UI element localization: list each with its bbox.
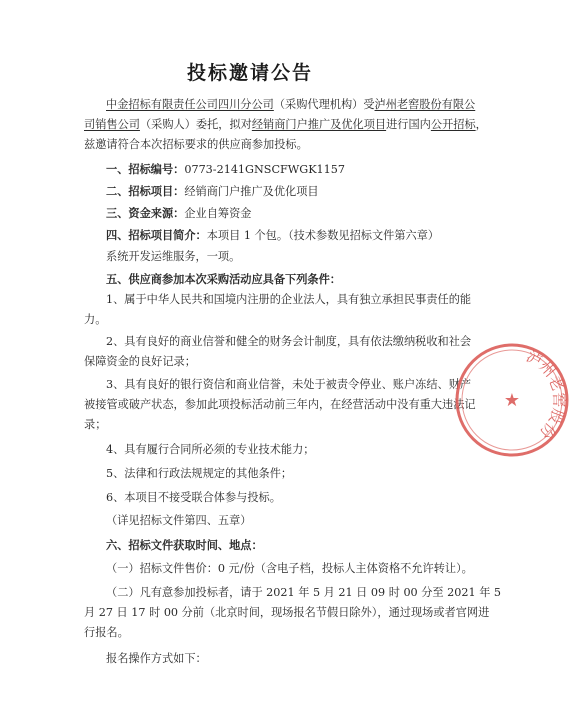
item-label: 四、招标项目简介： <box>106 228 207 242</box>
condition-1-end: 力。 <box>84 313 107 326</box>
condition-5: 5、法律和行政法规规定的其他条件； <box>106 467 293 480</box>
intro-text: （采购代理机构）受 <box>273 98 375 111</box>
registration-time-cont: 月 27 日 17 时 00 分前（北京时间，现场报名节假日除外），通过现场或者官网进 <box>84 606 490 619</box>
intro-text: （采购人）委托，拟对 <box>139 118 252 131</box>
condition-2: 2、具有良好的商业信誉和健全的财务会计制度，具有依法缴纳税收和社会 <box>106 335 472 348</box>
item-bid-number <box>106 162 345 177</box>
condition-3: 3、具有良好的银行资信和商业信誉，未处于被责令停业、账户冻结、财产 <box>106 378 472 391</box>
registration-time-end: 行报名。 <box>84 626 129 639</box>
intro-text: ， <box>475 118 487 131</box>
section-6-heading: 六、招标文件获取时间、地点： <box>106 538 263 552</box>
section-5-heading: 五、供应商参加本次采购活动应具备下列条件： <box>106 272 341 286</box>
condition-note: （详见招标文件第四、五章） <box>106 514 252 527</box>
condition-2-cont: 保障资金的良好记录； <box>84 355 196 368</box>
purchaser-name: 泸州老窖股份有限公 <box>374 98 476 111</box>
item-label: 二、招标项目： <box>106 184 185 198</box>
item-project-intro <box>106 228 439 243</box>
bid-type: 公开招标 <box>430 118 476 131</box>
page-title: 投标邀请公告 <box>186 62 313 84</box>
intro-line-3: 兹邀请符合本次招标要求的供应商参加投标。 <box>84 138 308 151</box>
bid-number-value: 0773-2141GNSCFWGK1157 <box>184 163 346 176</box>
item-label: 一、招标编号： <box>106 162 185 176</box>
intro-text: 进行国内 <box>386 118 431 131</box>
registration-method: 报名操作方式如下： <box>106 652 207 665</box>
project-intro-cont: 系统开发运维服务，一项。 <box>106 250 241 263</box>
agency-name: 中金招标有限责任公司四川分公司 <box>106 98 274 111</box>
condition-6: 6、本项目不接受联合体参与投标。 <box>106 491 281 504</box>
fund-source-value: 企业自筹资金 <box>184 207 252 220</box>
project-value: 经销商门户推广及优化项目 <box>184 185 319 198</box>
condition-4: 4、具有履行合同所必须的专业技术能力； <box>106 443 315 456</box>
condition-3-end: 录； <box>84 418 107 431</box>
condition-1: 1、属于中华人民共和国境内注册的企业法人，具有独立承担民事责任的能 <box>106 293 472 306</box>
condition-3-cont: 被接管或破产状态，参加此项投标活动前三年内，在经营活动中没有重大违法记 <box>84 398 476 411</box>
company-seal-stamp <box>452 340 572 460</box>
svg-text:泸州老窖股份: 泸州老窖股份 <box>523 347 569 443</box>
registration-time: （二）凡有意参加投标者，请于 2021 年 5 月 21 日 09 时 00 分至 2021 年 5 <box>106 586 502 599</box>
project-name: 经销商门户推广及优化项目 <box>251 118 387 131</box>
svg-text:★: ★ <box>503 390 521 411</box>
item-project <box>106 184 319 199</box>
intro-line-2 <box>84 118 487 132</box>
doc-price: （一）招标文件售价：0 元/份（含电子档，投标人主体资格不允许转让）。 <box>106 562 473 575</box>
project-intro-value: 本项目 1 个包。（技术参数见招标文件第六章） <box>206 229 440 242</box>
intro-line-1 <box>106 98 475 112</box>
purchaser-name-cont: 司销售公司 <box>84 118 140 131</box>
item-label: 三、资金来源： <box>106 206 185 220</box>
item-fund-source <box>106 206 251 221</box>
